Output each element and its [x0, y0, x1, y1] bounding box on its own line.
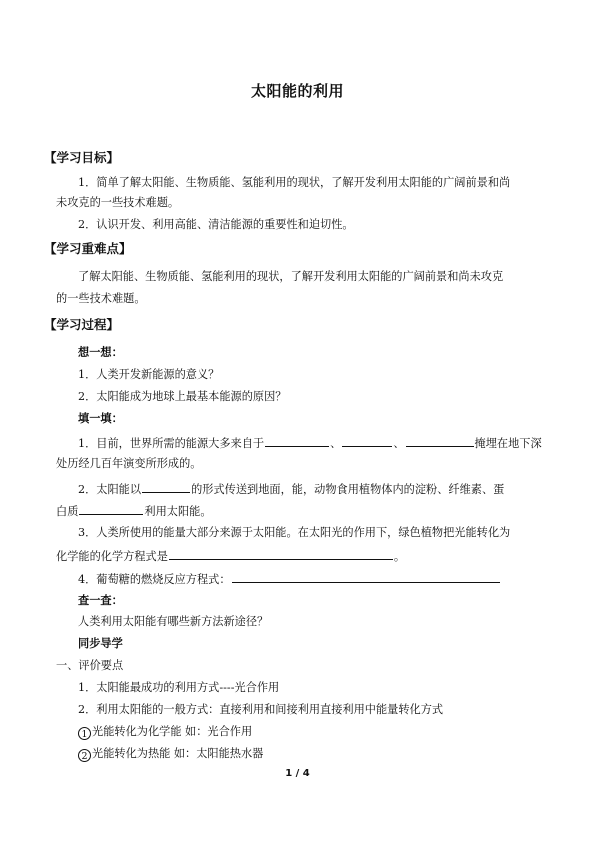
goal-1-line-2: 未攻克的一些技术难题。 [56, 196, 180, 209]
circled-number: 2 [78, 749, 91, 762]
page-number: 1 / 4 [285, 768, 310, 779]
fill-question-2-line-2 [56, 503, 212, 519]
eval-sub-item-1-text: 光能转化为化学能 如：光合作用 [92, 725, 253, 738]
think-question-1: 1．人类开发新能源的意义？ [78, 368, 220, 381]
section-heading-keypoints: 【学习重难点】 [44, 241, 132, 256]
fill-2-text-a: 2．太阳能以 [78, 483, 142, 496]
fill-blank [142, 481, 190, 493]
fill-1-sep-2: 、 [393, 437, 405, 450]
page-title: 太阳能的利用 [250, 82, 344, 100]
fill-3-text-b: 。 [393, 550, 406, 563]
fill-2-text-d: 利用太阳能。 [144, 505, 212, 518]
think-label: 想一想： [78, 346, 123, 359]
fill-1-sep-1: 、 [330, 437, 342, 450]
check-label: 查一查： [78, 594, 123, 607]
fill-question-4 [78, 571, 501, 587]
fill-blank [232, 571, 500, 583]
think-question-2: 2．太阳能成为地球上最基本能源的原因？ [78, 390, 287, 403]
circled-number: 1 [78, 727, 91, 740]
goal-2: 2．认识开发、利用高能、清洁能源的重要性和迫切性。 [78, 218, 354, 231]
fill-question-3-line-2 [56, 548, 405, 564]
fill-1-text-b: 掩埋在地下深 [474, 437, 542, 450]
fill-4-text-a: 4．葡萄糖的燃烧反应方程式： [78, 573, 231, 586]
section-heading-goals: 【学习目标】 [44, 150, 120, 165]
fill-label: 填一填： [78, 412, 123, 425]
fill-question-3-line-1: 3．人类所使用的能量大部分来源于太阳能。在太阳光的作用下，绿色植物把光能转化为 [78, 526, 511, 539]
eval-item-1: 1．太阳能最成功的利用方式----光合作用 [78, 681, 280, 694]
fill-2-text-b: 的形式传送到地面，能，动物食用植物体内的淀粉、纤维素、蛋 [191, 483, 505, 496]
fill-blank [265, 435, 329, 447]
keypoints-line-1: 了解太阳能、生物质能、氢能利用的现状，了解开发利用太阳能的广阔前景和尚未攻克 [78, 270, 504, 283]
eval-heading: 一、评价要点 [56, 659, 124, 672]
keypoints-line-2: 的一些技术难题。 [56, 292, 146, 305]
fill-blank [79, 503, 143, 515]
fill-blank [169, 548, 393, 560]
section-heading-process: 【学习过程】 [44, 317, 120, 332]
fill-2-text-c: 白质 [56, 505, 79, 518]
fill-3-text-a: 化学能的化学方程式是 [56, 550, 168, 563]
fill-question-1-line-1 [78, 435, 542, 451]
guide-label: 同步导学 [78, 637, 123, 650]
fill-question-2-line-1 [78, 481, 504, 497]
check-question: 人类利用太阳能有哪些新方法新途径？ [78, 615, 269, 628]
eval-item-2: 2．利用太阳能的一般方式：直接利用和间接利用直接利用中能量转化方式 [78, 703, 444, 716]
fill-blank [406, 435, 474, 447]
eval-sub-item-1 [78, 725, 252, 740]
eval-sub-item-2-text: 光能转化为热能 如：太阳能热水器 [92, 747, 264, 760]
fill-question-1-line-2: 处历经几百年演变所形成的。 [56, 457, 202, 470]
fill-1-text-a: 1．目前，世界所需的能源大多来自于 [78, 437, 265, 450]
fill-blank [342, 435, 392, 447]
eval-sub-item-2 [78, 747, 263, 762]
goal-1-line-1: 1．简单了解太阳能、生物质能、氢能利用的现状，了解开发利用太阳能的广阔前景和尚 [78, 176, 511, 189]
